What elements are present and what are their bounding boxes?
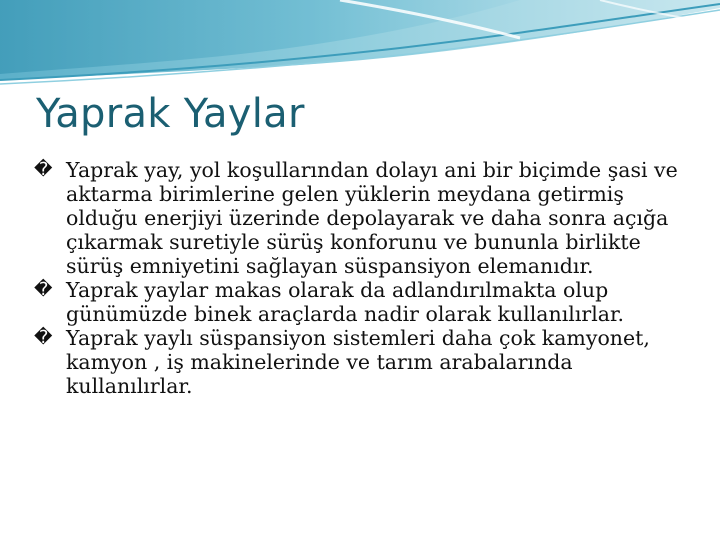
bullet-text: Yaprak yaylı süspansiyon sistemleri daha çok kamyonet, kamyon , iş makinelerinde ve tarım arabalarında kullanılırlar. xyxy=(66,326,650,398)
bullet-text: Yaprak yay, yol koşullarından dolayı ani bir biçimde şasi ve aktarma birimlerine gelen yüklerin meydana getirmiş olduğu enerjiyi üzerinde depolayarak ve daha sonra açığa çıkarmak suretiyle sürüş konforunu ve bununla birlikte sürüş emniyetini sağlayan süspansiyon elemanıdır. xyxy=(66,158,678,278)
bullet-item xyxy=(34,326,694,398)
bullet-icon: � xyxy=(34,327,53,348)
bullet-item xyxy=(34,158,694,278)
bullet-item xyxy=(34,278,694,326)
bullet-icon: � xyxy=(34,159,53,180)
bullet-icon: � xyxy=(34,279,53,300)
bullet-list xyxy=(34,158,694,398)
header-wave-decoration xyxy=(0,0,720,90)
slide-title: Yaprak Yaylar xyxy=(36,91,305,137)
bullet-text: Yaprak yaylar makas olarak da adlandırılmakta olup günümüzde binek araçlarda nadir olarak kullanılırlar. xyxy=(66,278,625,326)
